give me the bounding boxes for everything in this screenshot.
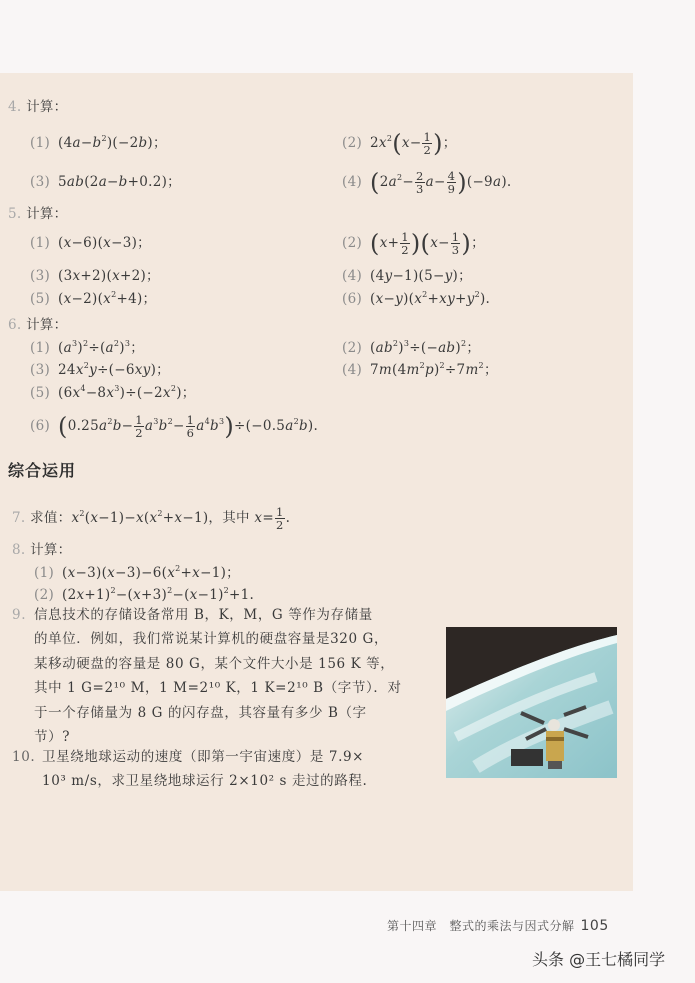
item-label: (1) xyxy=(34,565,55,581)
problem-5-header xyxy=(8,204,67,224)
problem-6-item-3: (3) $24x^2y\div(-6xy)$； xyxy=(30,361,170,378)
problem-number: 6. xyxy=(8,317,22,333)
item-label: (4) xyxy=(342,268,363,284)
chapter-title: 第十四章 整式的乘法与因式分解 xyxy=(387,919,575,933)
problem-5-item-4: (4) (4y−1)(5−y)； xyxy=(342,268,472,284)
item-label: (5) xyxy=(30,291,51,307)
problem-9-line: 某移动硬盘的容量是 80 G，某个文件大小是 156 K 等， xyxy=(34,655,395,672)
problem-9-line: 于一个存储量为 8 G 的闪存盘，其容量有多少 B（字 xyxy=(34,704,367,721)
item-label: (1) xyxy=(30,340,51,356)
problem-4-item-4: (4) ($2a^2-$ $\frac{2}{3}$ a− $\frac{4}{9}$ )(−9a). xyxy=(342,168,512,197)
item-label: (4) xyxy=(342,174,363,190)
problem-6-item-2: (2) $(ab^2)^3\div(-ab)^2$； xyxy=(342,339,481,356)
problem-8-item-2: (2) $(2x+1)^2-(x+3)^2-(x-1)^2+1$. xyxy=(34,586,255,603)
problem-prefix: 求值： xyxy=(30,510,72,526)
problem-number: 9. xyxy=(12,607,27,623)
item-label: (1) xyxy=(30,135,51,151)
problem-9 xyxy=(12,603,402,749)
problem-title: 计算： xyxy=(26,317,68,333)
problem-9-line: 节）? xyxy=(34,729,71,746)
watermark: 头条 @王七橘同学 xyxy=(532,950,666,969)
satellite-earth-image xyxy=(446,627,617,778)
problem-5-item-6: (6) $(x-y)(x^2+xy+y^2)$. xyxy=(342,290,491,307)
problem-4-item-3: (3) 5ab(2a−b+0.2)； xyxy=(30,174,181,190)
problem-8-item-1: (1) $(x-3)(x-3)-6(x^2+x-1)$； xyxy=(34,564,240,581)
problem-6-header xyxy=(8,315,67,335)
page-number: 105 xyxy=(580,918,609,934)
problem-number: 8. xyxy=(12,542,26,558)
page-footer xyxy=(387,917,609,934)
problem-9-line: 信息技术的存储设备常用 B，K，M，G 等作为存储量 xyxy=(34,607,373,623)
problem-10-line: 10³ m/s，求卫星绕地球运行 2×10² s 走过的路程. xyxy=(42,773,368,790)
problem-title: 计算： xyxy=(30,542,72,558)
item-label: (2) xyxy=(342,235,363,251)
item-label: (5) xyxy=(30,385,51,401)
problem-6-item-6: (6) ($0.25a^2b-$ $\frac{1}{2}$ $a^3b^2-$ $\frac{1}{6}$ $a^4b^3)\div(-0.5a^2b)$. xyxy=(30,412,319,441)
problem-5-item-1: (1) (x−6)(x−3)； xyxy=(30,235,151,251)
problem-4-item-1: (1) $(4a-b^2)(-2b)$； xyxy=(30,134,167,151)
item-label: (6) xyxy=(30,418,51,434)
problem-5-item-2: (2) (x+ $\frac{1}{2}$ )(x− $\frac{1}{3}$ )； xyxy=(342,229,485,258)
item-label: (2) xyxy=(342,135,363,151)
satellite-photo xyxy=(446,627,617,778)
problem-title: 计算： xyxy=(26,99,68,115)
problem-number: 10. xyxy=(12,749,36,765)
section-heading: 综合运用 xyxy=(8,461,77,480)
item-label: (3) xyxy=(30,174,51,190)
problem-title: 计算： xyxy=(26,206,68,222)
item-label: (4) xyxy=(342,362,363,378)
item-label: (1) xyxy=(30,235,51,251)
problem-6-item-5: (5) $(6x^4-8x^3)\div(-2x^2)$； xyxy=(30,384,196,401)
problem-9-line: 的单位．例如，我们常说某计算机的硬盘容量是320 G， xyxy=(34,631,389,648)
problem-4-item-2: (2) $2x^2(x-$ $\frac{1}{2}$ )； xyxy=(342,129,457,158)
problem-9-line: 其中 1 G=2¹⁰ M，1 M=2¹⁰ K，1 K=2¹⁰ B（字节）．对 xyxy=(34,680,402,697)
problem-8-header xyxy=(12,540,71,560)
problem-10-line: 卫星绕地球运动的速度（即第一宇宙速度）是 7.9× xyxy=(42,749,365,765)
item-label: (6) xyxy=(342,291,363,307)
problem-number: 7. xyxy=(12,510,26,526)
item-label: (2) xyxy=(342,340,363,356)
problem-4-header xyxy=(8,97,67,117)
problem-6-item-1: (1) $(a^3)^2\div(a^2)^3$； xyxy=(30,339,145,356)
problem-5-item-5: (5) $(x-2)(x^2+4)$； xyxy=(30,290,157,307)
problem-number: 4. xyxy=(8,99,22,115)
problem-number: 5. xyxy=(8,206,22,222)
item-label: (3) xyxy=(30,362,51,378)
problem-10 xyxy=(12,745,367,794)
item-label: (3) xyxy=(30,268,51,284)
problem-7: 7. 求值：$x^2(x-1)-x(x^2+x-1)$，其中 x= $\frac{1}{2}$ . xyxy=(12,505,291,532)
problem-5-item-3: (3) (3x+2)(x+2)； xyxy=(30,268,160,284)
item-label: (2) xyxy=(34,587,55,603)
problem-6-item-4: (4) $7m(4m^2p)^2\div 7m^2$； xyxy=(342,361,498,378)
